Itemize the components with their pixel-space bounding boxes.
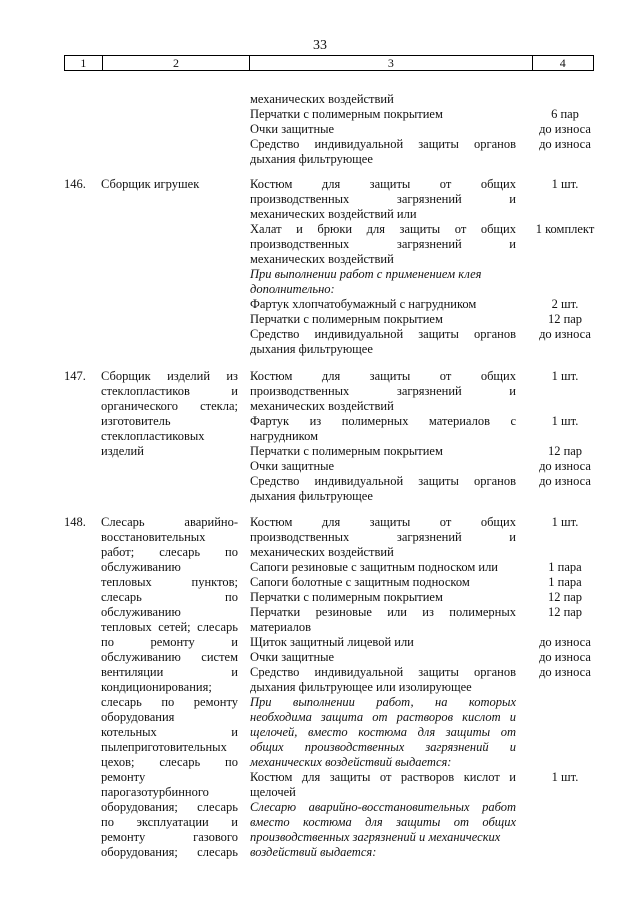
profession-name-line: по эксплуатации и [101,815,238,829]
profession-name-line: ремонту [101,770,146,784]
ppe-item-line: механических воздействий [250,252,394,266]
ppe-item-line: дыхания фильтрующее [250,342,373,356]
ppe-item-line: Средство индивидуальной защиты органов [250,474,516,488]
row-number: 148. [64,515,86,529]
ppe-item-line: Сапоги болотные с защитным подноском [250,575,470,589]
ppe-item-line: Очки защитные [250,459,335,473]
ppe-item-line: производственных загрязнений и [250,384,516,398]
column-header-3: 3 [250,56,532,70]
profession-name-line: слесарь по ремонту [101,695,238,709]
ppe-item-line: вместо костюма для защиты от общих [250,815,516,829]
row-number: 147. [64,369,86,383]
ppe-item-line: Перчатки с полимерным покрытием [250,590,443,604]
ppe-item-line: При выполнении работ, на которых [250,695,516,709]
issue-norm: до износа [539,122,591,136]
issue-norm: 12 пар [547,444,583,458]
column-header-4: 4 [559,56,566,70]
issue-norm: до износа [539,459,591,473]
ppe-item-line: дыхания фильтрующее [250,489,373,503]
issue-norm: до износа [539,137,591,151]
issue-norm: 12 пар [547,590,583,604]
column-header-row [64,55,594,71]
issue-norm: 12 пар [547,312,583,326]
ppe-item-line: Костюм для защиты от общих [250,515,516,529]
ppe-item-line: Слесарю аварийно-восстановительных работ [250,800,516,814]
profession-name-line: тепловых сетей; слесарь [101,620,238,634]
ppe-item-line: Очки защитные [250,122,335,136]
ppe-item-line: Костюм для защиты от общих [250,177,516,191]
ppe-item-line: механических воздействий [250,545,394,559]
ppe-item-line: Костюм для защиты от растворов кислот и [250,770,516,784]
issue-norm: до износа [539,327,591,341]
ppe-item-line: Средство индивидуальной защиты органов [250,665,516,679]
profession-name-line: оборудования [101,710,175,724]
issue-norm: 1 пара [548,575,582,589]
ppe-item-line: общих производственных загрязнений и [250,740,516,754]
ppe-item-line: воздействий выдается: [250,845,377,859]
issue-norm: до износа [539,635,591,649]
profession-name-line: стеклопластиковых [101,429,205,443]
issue-norm: до износа [539,474,591,488]
profession-name-line: котельных и [101,725,238,739]
ppe-item-line: дыхания фильтрующее [250,152,373,166]
ppe-item-line: производственных загрязнений и [250,237,516,251]
profession-name-line: пылеприготовительных [101,740,227,754]
issue-norm: 1 пара [548,560,582,574]
ppe-item-line: Щиток защитный лицевой или [250,635,414,649]
profession-name-line: оборудования; слесарь [101,800,238,814]
ppe-item-line: Средство индивидуальной защиты органов [250,327,516,341]
profession-name-line: парогазотурбинного [101,785,209,799]
profession-name-line: оборудования; слесарь [101,845,238,859]
profession-name-line: по ремонту и [101,635,238,649]
issue-norm: 1 комплект [535,222,595,236]
ppe-item-line: нагрудником [250,429,319,443]
profession-name-line: вентиляции и [101,665,238,679]
profession-name-line: обслуживанию [101,560,181,574]
profession-name-line: Сборщик изделий из [101,369,238,383]
ppe-item-line: механических воздействий или [250,207,417,221]
ppe-item-line: материалов [250,620,312,634]
ppe-item-line: Костюм для защиты от общих [250,369,516,383]
profession-name-line: работ; слесарь по [101,545,238,559]
ppe-item-line: При выполнении работ с применением клея [250,267,482,281]
profession-name-line: восстановительных [101,530,206,544]
profession-name-line: изделий [101,444,144,458]
issue-norm: до износа [539,665,591,679]
issue-norm: до износа [539,650,591,664]
profession-name-line: слесарь по [101,590,238,604]
ppe-item-line: Перчатки резиновые или из полимерных [250,605,516,619]
issue-norm: 2 шт. [551,297,579,311]
ppe-item-line: дополнительно: [250,282,335,296]
ppe-item-line: производственных загрязнений и [250,192,516,206]
profession-name-line: обслуживанию [101,605,181,619]
ppe-item-line: дыхания фильтрующее или изолирующее [250,680,472,694]
issue-norm: 1 шт. [551,515,579,529]
profession-name-line: ремонту газового [101,830,238,844]
ppe-item-line: механических воздействий выдается: [250,755,452,769]
issue-norm: 1 шт. [551,369,579,383]
profession-name-line: Слесарь аварийно- [101,515,238,529]
ppe-item-line: Халат и брюки для защиты от общих [250,222,516,236]
profession-name-line: кондиционирования; [101,680,212,694]
ppe-item-line: щелочей, вместо костюма для защиты от [250,725,516,739]
page-number: 33 [313,38,327,53]
ppe-item-line: механических воздействий [250,399,394,413]
row-number: 146. [64,177,86,191]
profession-name-line: обслуживанию систем [101,650,238,664]
profession-name-line: изготовитель [101,414,171,428]
ppe-item-line: производственных загрязнений и [250,530,516,544]
ppe-item-line: Сапоги резиновые с защитным подноском или [250,560,498,574]
issue-norm: 1 шт. [551,770,579,784]
ppe-item-line: Фартук из полимерных материалов с [250,414,516,428]
ppe-item-line: Фартук хлопчатобумажный с нагрудником [250,297,477,311]
ppe-item-line: Средство индивидуальной защиты органов [250,137,516,151]
issue-norm: 12 пар [547,605,583,619]
ppe-item-line: Перчатки с полимерным покрытием [250,444,443,458]
ppe-item-line: щелочей [250,785,296,799]
profession-name-line: цехов; слесарь по [101,755,238,769]
ppe-item-line: Перчатки с полимерным покрытием [250,312,443,326]
ppe-item-line: механических воздействий [250,92,394,106]
issue-norm: 1 шт. [551,414,579,428]
issue-norm: 6 пар [551,107,579,121]
profession-name-line: Сборщик игрушек [101,177,200,191]
ppe-item-line: Очки защитные [250,650,335,664]
ppe-item-line: необходима защита от растворов кислот и [250,710,516,724]
profession-name-line: тепловых пунктов; [101,575,238,589]
ppe-item-line: Перчатки с полимерным покрытием [250,107,443,121]
profession-name-line: органического стекла; [101,399,238,413]
column-header-1: 1 [65,56,103,70]
ppe-item-line: производственных загрязнений и механических [250,830,501,844]
profession-name-line: стеклопластиков и [101,384,238,398]
issue-norm: 1 шт. [551,177,579,191]
column-header-2: 2 [103,56,251,70]
